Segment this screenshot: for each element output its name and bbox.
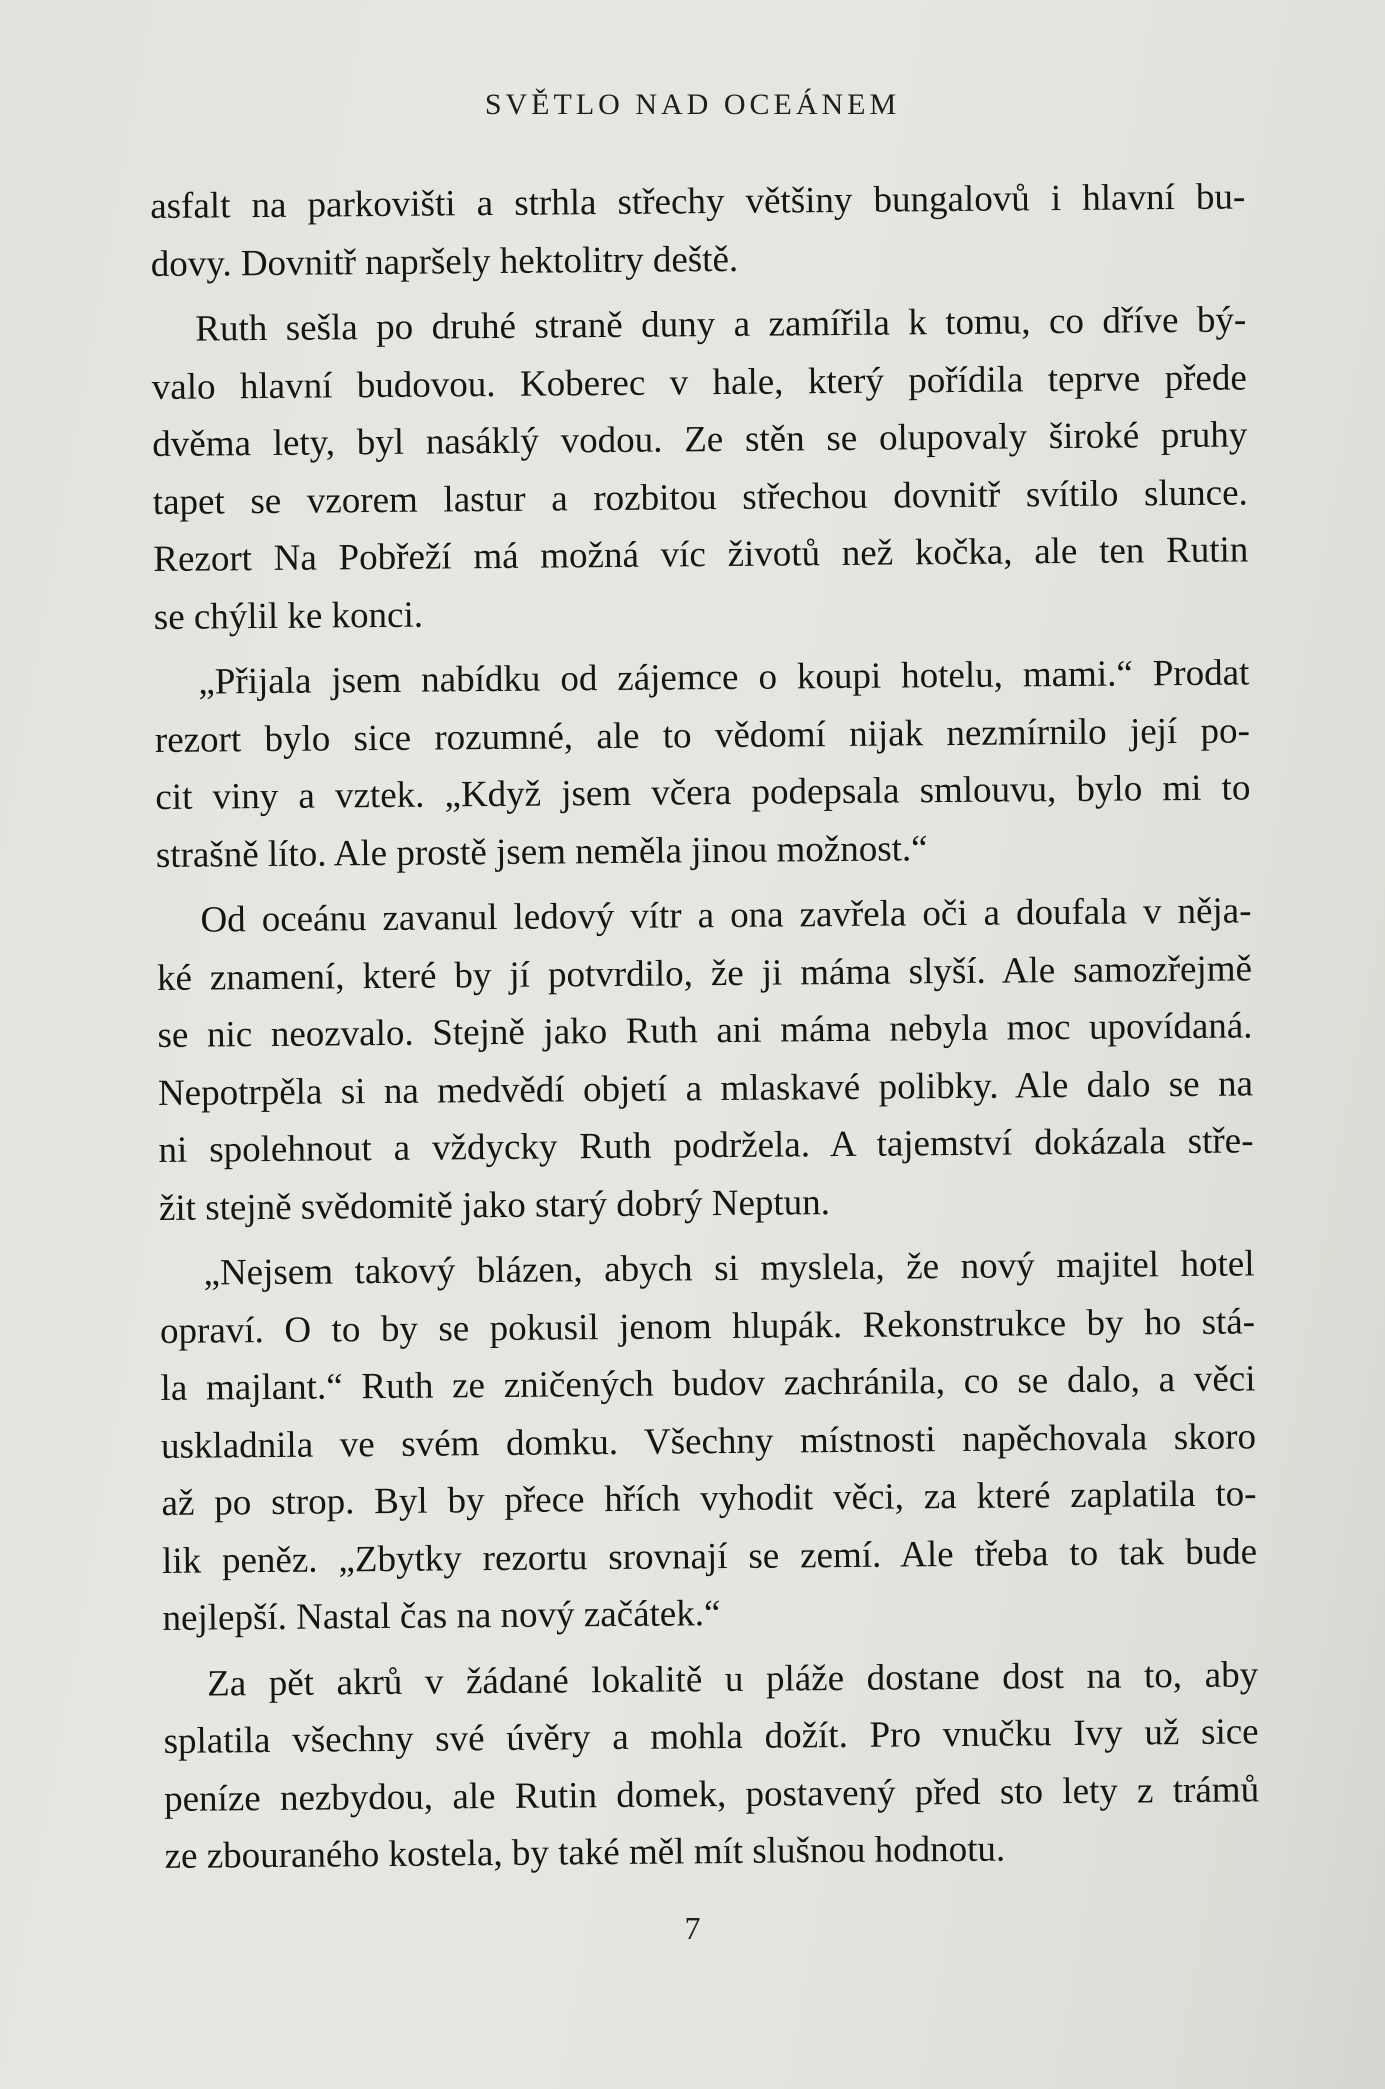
text-line: „Přijala jsem nabídku od zájemce o koupi hotelu, mami.“ Prodat bbox=[198, 652, 1250, 703]
text-line: la majlant.“ Ruth ze zničených budov zachránila, co se dalo, a věci bbox=[160, 1358, 1256, 1409]
text-line: Nepotrpěla si na medvědí objetí a mlaskavé polibky. Ale dalo se na bbox=[157, 1062, 1254, 1114]
text-line: „Nejsem takový blázen, abych si myslela, že nový majitel hotel bbox=[203, 1243, 1255, 1294]
text-line: dvěma lety, byl nasáklý vodou. Ze stěn se olupovaly široké pruhy bbox=[152, 414, 1248, 465]
text-line: ni spolehnout a vždycky Ruth podržela. A tajemství dokázala stře- bbox=[158, 1120, 1254, 1171]
text-line: valo hlavní budovou. Koberec v hale, který pořídila teprve přede bbox=[151, 356, 1247, 408]
text-line: lik peněz. „Zbytky rezortu srovnají se zemí. Ale třeba to tak bude bbox=[161, 1530, 1258, 1582]
text-line: dovy. Dovnitř napršely hektolitry deště. bbox=[150, 238, 739, 285]
body-text bbox=[150, 168, 1260, 1885]
text-line: až po strop. Byl by přece hřích vyhodit věci, za které zaplatila to- bbox=[161, 1473, 1257, 1524]
text-line: Ruth sešla po druhé straně duny a zamířila k tomu, co dříve bý- bbox=[195, 299, 1247, 350]
text-line: cit viny a vztek. „Když jsem včera podepsala smlouvu, bylo mi to bbox=[155, 767, 1251, 818]
text-line: strašně líto. Ale prostě jsem neměla jinou možnost.“ bbox=[155, 827, 928, 876]
text-line: splatila všechny své úvěry a mohla dožít. Pro vnučku Ivy už sice bbox=[163, 1711, 1259, 1762]
text-line: opraví. O to by se pokusil jenom hlupák. Rekonstrukce by ho stá- bbox=[159, 1300, 1256, 1352]
text-line: tapet se vzorem lastur a rozbitou střechou dovnitř svítilo slunce. bbox=[152, 471, 1248, 523]
text-line: rezort bylo sice rozumné, ale to vědomí nijak nezmírnilo její po- bbox=[154, 709, 1251, 761]
page-number: 7 bbox=[684, 1910, 701, 1946]
text-line: Rezort Na Pobřeží má možná víc životů než kočka, ale ten Rutin bbox=[153, 529, 1249, 580]
text-line: se chýlil ke konci. bbox=[153, 594, 424, 638]
running-header: SVĚTLO NAD OCEÁNEM bbox=[484, 88, 901, 121]
text-line: ké znamení, které by jí potvrdilo, že ji máma slyší. Ale samozřejmě bbox=[156, 947, 1253, 999]
text-line: žit stejně svědomitě jako starý dobrý Neptun. bbox=[158, 1181, 831, 1229]
text-line: asfalt na parkovišti a strhla střechy většiny bungalovů i hlavní bu- bbox=[150, 176, 1246, 227]
text-line: peníze nezbydou, ale Rutin domek, postavený před sto lety z trámů bbox=[163, 1768, 1260, 1820]
text-line: Od oceánu zavanul ledový vítr a ona zavřela oči a doufala v něja- bbox=[200, 890, 1252, 941]
text-line: ze zbouraného kostela, by také měl mít slušnou hodnotu. bbox=[164, 1828, 1006, 1877]
text-line: Za pět akrů v žádané lokalitě u pláže dostane dost na to, aby bbox=[206, 1653, 1259, 1705]
text-line: se nic neozvalo. Stejně jako Ruth ani máma nebyla moc upovídaná. bbox=[157, 1005, 1253, 1056]
text-line: nejlepší. Nastal čas na nový začátek.“ bbox=[162, 1593, 721, 1639]
text-line: uskladnila ve svém domku. Všechny místnosti napěchovala skoro bbox=[160, 1415, 1257, 1467]
